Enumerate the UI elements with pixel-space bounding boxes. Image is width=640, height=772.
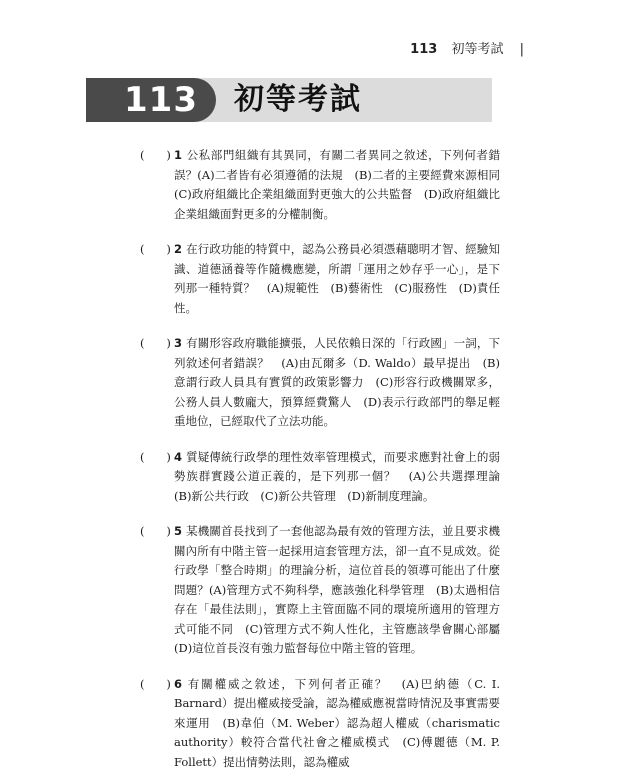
- question-text: 有關形容政府職能擴張，人民依賴日深的「行政國」一詞，下列敘述何者錯誤？ (A)由瓦爾多（D. Waldo）最早提出 (B)意謂行政人員具有實質的政策影響力 (C)形容行政機關眾多，公務人員人數龐大，預算經費驚人 (D)表示行政部門的舉足輕重地位，已經取代了立法功能。: [174, 336, 500, 428]
- question-6: [140, 675, 500, 772]
- question-number: 3: [174, 336, 182, 350]
- answer-blank: ( ): [140, 522, 168, 542]
- question-text: 公私部門組織有其異同，有關二者異同之敘述，下列何者錯誤？(A)二者皆有必須遵循的法規 (B)二者的主要經費來源相同 (C)政府組織比企業組織面對更強大的公共監督 (D)政府組織比企業組織面對更多的分權制衡。: [174, 148, 512, 221]
- header-section-title: 初等考試: [451, 42, 503, 57]
- question-text: 有關權威之敘述，下列何者正確？ (A)巴納德（C. I. Barnard）提出權威接受論，認為權威應視當時情況及事實需要來運用 (B)韋伯（M. Weber）認為超人權威（charismatic authority）較符合當代社會之權威模式 (C)傅麗德（M. P. Follett）提出情勢法則，認為權威: [174, 677, 500, 769]
- answer-blank: ( ): [140, 675, 168, 695]
- question-text: 質疑傳統行政學的理性效率管理模式，而要求應對社會上的弱勢族群實踐公道正義的，是下列那一個？ (A)公共選擇理論 (B)新公共行政 (C)新公共管理 (D)新制度理論。: [174, 450, 512, 503]
- question-number: 6: [174, 677, 182, 691]
- header-separator: |: [520, 42, 524, 57]
- answer-blank: ( ): [140, 146, 168, 166]
- page-title: 初等考試: [234, 78, 362, 122]
- question-number: 2: [174, 242, 182, 256]
- running-header: [410, 38, 524, 57]
- question-text: 某機關首長找到了一套他認為最有效的管理方法，並且要求機關內所有中階主管一起採用這套管理方法，卻一直不見成效。從行政學「整合時期」的理論分析，這位首長的領導可能出了什麼問題？(A)管理方式不夠科學，應該強化科學管理 (B)太過相信存在「最佳法則」，實際上主管面臨不同的環境所適用的管理方式可能不同 (C)管理方式不夠人性化，主管應該學會關心部屬 (D)這位首長沒有強力監督每位中階主管的管理。: [174, 524, 512, 655]
- question-number: 5: [174, 524, 182, 538]
- header-page-number: 113: [410, 42, 437, 57]
- question-4: [140, 448, 500, 507]
- answer-blank: ( ): [140, 334, 168, 354]
- question-1: [140, 146, 500, 224]
- title-year: 113: [86, 78, 216, 122]
- question-3: [140, 334, 500, 432]
- question-number: 1: [174, 148, 182, 162]
- answer-blank: ( ): [140, 448, 168, 468]
- question-text: 在行政功能的特質中，認為公務員必須憑藉聰明才智、經驗知識、道德涵養等作隨機應變，所謂「運用之妙存乎一心」，是下列那一種特質？ (A)規範性 (B)藝術性 (C)服務性 (D)責任性。: [174, 242, 500, 315]
- question-2: [140, 240, 500, 318]
- answer-blank: ( ): [140, 240, 168, 260]
- question-5: [140, 522, 500, 659]
- question-number: 4: [174, 450, 182, 464]
- question-list: [140, 146, 500, 772]
